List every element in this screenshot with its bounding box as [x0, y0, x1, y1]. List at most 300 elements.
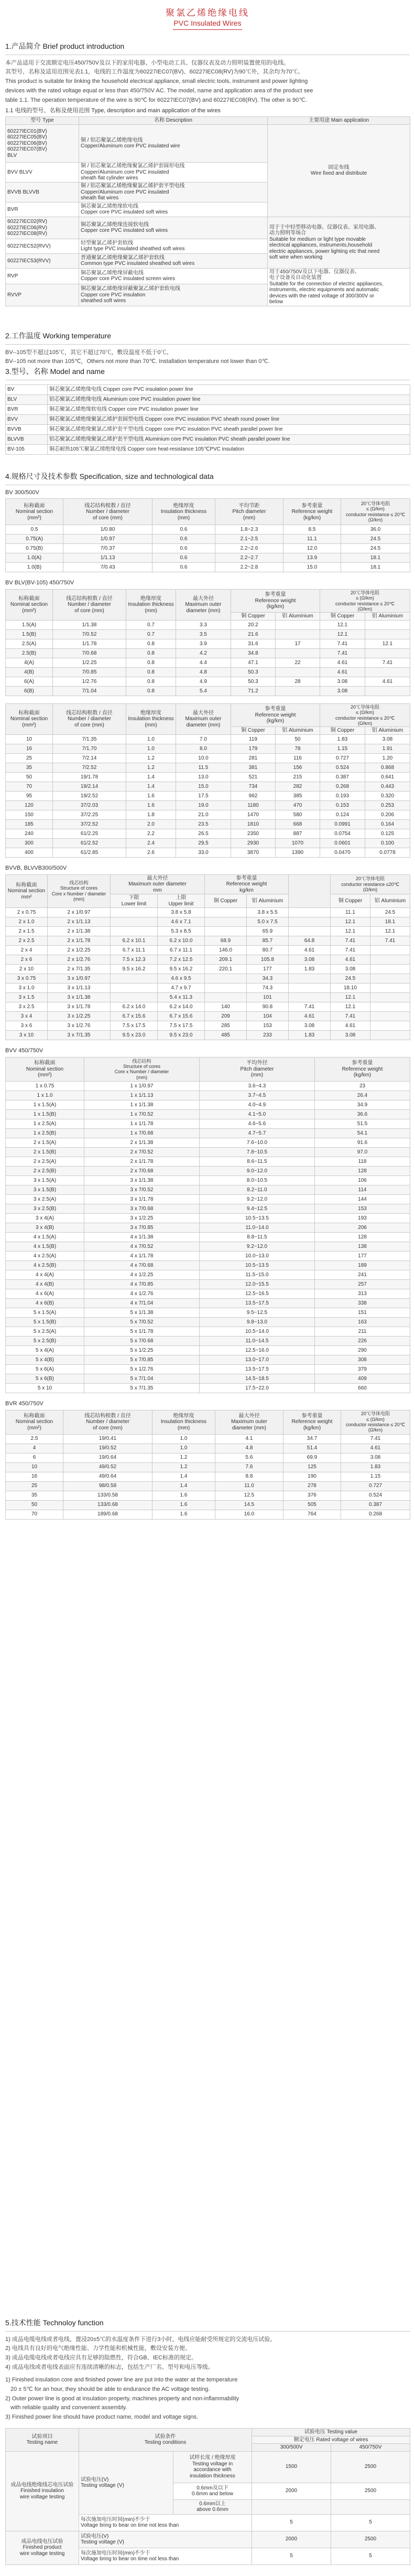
intro-paragraph: devices with the rated voltage equal or less than 450/750V AC. The model, name and application area of the product see [5, 88, 313, 94]
col-subheader: 铝 Aluminium [276, 727, 320, 735]
table-cell: 5 x 7/0.85 [84, 1355, 200, 1364]
table-cell: 308 [315, 1355, 410, 1364]
table-cell: 9.2~12.0 [200, 1194, 315, 1204]
table-cell: 35 [6, 763, 53, 772]
table-cell: 385 [276, 791, 320, 800]
table-cell: 13.0~17.0 [200, 1355, 315, 1364]
table-row [6, 927, 410, 936]
table-cell: 2 x 10 [6, 965, 48, 974]
spec-table-bv-300 [5, 498, 410, 572]
table-cell: 764 [283, 1510, 341, 1519]
col-subheader: 450/750V [331, 2444, 410, 2452]
table-cell: 2 x 1.5(B) [6, 1147, 84, 1157]
table-cell: 2.2~2.8 [215, 563, 283, 572]
table-cell: 1 x 2.5(A) [6, 1119, 84, 1128]
table-cell: 2 x 1/1.38 [48, 927, 111, 936]
table-cell: 14.5 [215, 1500, 283, 1510]
table-cell: 10.5~13.5 [200, 1213, 315, 1223]
table-cell: 4 x 1.5(A) [6, 1232, 84, 1242]
table-row [6, 648, 410, 658]
table-cell: 7.41 [289, 1002, 331, 1012]
table-cell: 47.1 [231, 658, 276, 667]
table-cell: 50.3 [231, 667, 276, 677]
col-subheader: 额定电压 Rated voltage of wires [252, 2436, 410, 2444]
table-cell: 1 x 0.75 [6, 1081, 84, 1091]
table-row [6, 1481, 410, 1491]
table-cell: 3 x 6 [6, 1021, 48, 1031]
table-cell: 0.727 [341, 1481, 410, 1491]
table-row [6, 686, 410, 696]
table-cell [365, 629, 410, 639]
table-cell: 14.5~18.5 [200, 1374, 315, 1383]
table-cell: 28 [276, 677, 320, 686]
test-value: 5 [252, 2548, 331, 2564]
table-cell: 5 x 6(B) [6, 1374, 84, 1383]
table-cell: 85.7 [247, 936, 289, 946]
table-cell: 7/2.52 [53, 763, 126, 772]
spec-table-bvr [5, 1410, 410, 1520]
table-cell [205, 927, 247, 936]
table-cell [370, 946, 410, 955]
table-cell: 91.6 [315, 1138, 410, 1147]
table-cell: 4.2 [176, 648, 231, 658]
table-cell: 0.6 [152, 563, 215, 572]
table-cell: 0.868 [365, 763, 410, 772]
table-cell: 1.4 [126, 772, 176, 782]
table-cell: 18.1 [341, 563, 410, 572]
table-row [6, 1109, 410, 1119]
table-cell: 1.2 [126, 753, 176, 763]
table-cell: 2 x 1/1.78 [84, 1157, 200, 1166]
table-cell: 80.7 [247, 946, 289, 955]
table-cell: 64.8 [289, 936, 331, 946]
table-cell: 4.8 [215, 1444, 283, 1453]
table-cell: 51.5 [315, 1119, 410, 1128]
table-cell: 4 x 2.5(B) [6, 1260, 84, 1270]
table-cell: 2 x 1/2.76 [48, 955, 111, 965]
table-cell: 379 [315, 1364, 410, 1374]
table-cell: 24.5 [331, 974, 370, 984]
table-cell: 5.4 x 11.3 [158, 993, 205, 1002]
table-cell: 409 [315, 1374, 410, 1383]
col-header: 线芯结构 Structure of cores Core x Number / diameter (mm) [48, 874, 111, 908]
table-cell: 0.5 [6, 525, 63, 535]
table-cell: 4.1 [215, 1434, 283, 1444]
table-cell [289, 984, 331, 993]
table-cell: 133/0.58 [63, 1491, 152, 1500]
table-cell: 140 [205, 1002, 247, 1012]
table-cell: 1.2 [152, 1453, 215, 1462]
table-cell: 6.7 x 15.6 [158, 1012, 205, 1021]
test-value: 1500 [252, 2451, 331, 2483]
table-row [6, 744, 410, 753]
test-condition: 试验电压(V) Testing voltage (V) [79, 2531, 252, 2548]
table-cell: 5 x 6(A) [6, 1364, 84, 1374]
table-cell: 376 [283, 1491, 341, 1500]
table-row [6, 946, 410, 955]
table-cell: 7/2.14 [53, 753, 126, 763]
table-cell: 189 [315, 1260, 410, 1270]
application-cell: 用于于中轻型移动电器、仪器仪表、家用电器、 动力照明等场合 Suitable for medium or light type movable electrical appliances, instruments,household electric appliances, power lighting etc that need soft wire when working [268, 217, 410, 268]
table-cell: 1 x 2.5(B) [6, 1128, 84, 1138]
desc-cell: 铜 / 铝芯聚氯乙烯绝缘聚氯乙烯护套圆形电线 Copper/Aluminum core PVC insulated sheath flat cylinder wires [79, 162, 268, 182]
col-header: 线芯结构根数 / 直径 Number / diameter of core (mm) [53, 590, 126, 621]
col-header: 参考重量 Reference weight (kg/km) [283, 1410, 341, 1434]
table-cell: 8.0 [176, 744, 231, 753]
table-cell: 521 [231, 772, 276, 782]
table-cell: 8.8~11.5 [200, 1232, 315, 1242]
table-cell: 4 [6, 1444, 63, 1453]
table-cell: 0.727 [320, 753, 365, 763]
model-code: BVV [6, 414, 48, 424]
table-cell: 151 [315, 1308, 410, 1317]
table-cell: 3 x 1/0.97 [48, 974, 111, 984]
col-header: 型号 Type [6, 117, 79, 125]
table-cell: 0.153 [320, 800, 365, 810]
table-cell: 0.524 [341, 1491, 410, 1500]
table-cell: 1 x 1/1.13 [84, 1091, 200, 1100]
table-row [6, 965, 410, 974]
temperature-line: BV--105 not more than 105℃，Others not more than 70℃. Installation temperature not lower than 0℃. [5, 358, 270, 365]
table-cell: 4.61 [341, 1444, 410, 1453]
table-cell: 5 x 4(B) [6, 1355, 84, 1364]
table-cell: 0.641 [365, 772, 410, 782]
table-cell: 1.83 [341, 1462, 410, 1472]
table-cell: 16.0 [215, 1510, 283, 1519]
table-cell: 7.41 [320, 648, 365, 658]
table-cell: 3870 [231, 848, 276, 857]
table-cell: 0.8 [126, 686, 176, 696]
table-cell: 11.1 [331, 908, 370, 917]
test-value: 5 [331, 2548, 410, 2564]
table-cell: 4.8 [176, 667, 231, 677]
type-cell: BVV BLVV [6, 162, 79, 182]
table-cell: 61/2.52 [53, 838, 126, 848]
table-cell: 4 x 6(A) [6, 1289, 84, 1298]
table-row [6, 772, 410, 782]
function-line-en: 3) Finished power line should have product name, model and voltage signs. [5, 2414, 199, 2421]
test-condition: 试样长度 / 绝缘厚度 Testing voltage in accordance with insulation thickness [173, 2451, 252, 2483]
col-subheader: 上限 Upper limit [158, 894, 205, 908]
table-cell: 2 x 7/0.52 [84, 1147, 200, 1157]
table-row [6, 1317, 410, 1327]
table-cell: 0.387 [320, 772, 365, 782]
table-row [6, 1194, 410, 1204]
table-cell: 133/0.68 [63, 1500, 152, 1510]
table-row [6, 936, 410, 946]
table-cell: 29.5 [176, 838, 231, 848]
table-cell: 4.6 x 9.5 [158, 974, 205, 984]
table-cell [276, 620, 320, 629]
desc-cell: 铜 / 铝芯聚氯乙烯绝缘电线 Copper/Aluminum core PVC insulated wire [79, 124, 268, 162]
table-cell: 233 [247, 1031, 289, 1040]
table-cell: 660 [315, 1383, 410, 1393]
table-cell [365, 620, 410, 629]
table-cell: 338 [315, 1298, 410, 1308]
table-cell: 23 [315, 1081, 410, 1091]
table-cell: 211 [315, 1327, 410, 1336]
table-row [6, 1260, 410, 1270]
table-cell: 1 x 1/1.78 [84, 1119, 200, 1128]
table-cell: 19.0 [176, 800, 231, 810]
table-cell: 54.1 [315, 1128, 410, 1138]
table-cell: 2 x 1.0 [6, 917, 48, 927]
col-subheader: 铝 Aluminium [370, 894, 410, 908]
table-cell: 153 [247, 1021, 289, 1031]
table-row [6, 620, 410, 629]
model-code: BLV [6, 394, 48, 404]
test-value [331, 2499, 410, 2514]
table-cell: 6.2 x 10.0 [158, 936, 205, 946]
table-cell: 2 x 0.75 [6, 908, 48, 917]
table-cell: 0.0778 [365, 848, 410, 857]
table-cell: 7/0.85 [53, 667, 126, 677]
table-cell: 12.1 [331, 917, 370, 927]
table-cell: 5.6 [215, 1453, 283, 1462]
table-cell: 0.320 [365, 791, 410, 800]
table-cell: 1 x 1.5(A) [6, 1100, 84, 1109]
table-cell: 0.6 [152, 535, 215, 544]
table-cell: 3 x 0.75 [6, 974, 48, 984]
table-cell: 12.1 [331, 993, 370, 1002]
table-cell: 5 x 1/1.78 [84, 1327, 200, 1336]
table-cell: 31.6 [231, 639, 276, 648]
model-code: BVVB [6, 424, 48, 434]
table-row [6, 1472, 410, 1481]
table-cell: 114 [315, 1185, 410, 1194]
model-description: 铜芯聚氯乙烯绝缘聚氯乙烯护套圆型电线 Copper core PVC insulation PVC sheath round power line [48, 414, 410, 424]
col-header: 最大外径 Maximum outer diameter (mm) [176, 703, 231, 734]
col-header: 20℃导体电阻 ≤ (Ω/km) conductor resistance ≤ 20℃ (Ω/km) [341, 499, 410, 525]
table-cell: 1.4 [152, 1472, 215, 1481]
table-row [6, 763, 410, 772]
section-title: 4.规格尺寸及技术参数 Specification, size and technological data [5, 472, 214, 480]
table-cell: 6.2 x 14.0 [111, 1002, 158, 1012]
table-cell: 1.20 [365, 753, 410, 763]
table-cell: 189/0.68 [63, 1510, 152, 1519]
col-header: 线芯结构 Structure of cores Core x Number / diameter (mm) [84, 1057, 200, 1081]
table-row [6, 563, 410, 572]
table-cell: 4 x 6(B) [6, 1298, 84, 1308]
table-cell: 381 [231, 763, 276, 772]
table-row [6, 1327, 410, 1336]
table-cell: 3.08 [289, 955, 331, 965]
table-cell: 78 [276, 744, 320, 753]
desc-cell: 轻型聚氯乙烯护套软线 Light type PVC insulated sheathed soft wires [79, 239, 268, 253]
table-cell: 19/0.52 [63, 1444, 152, 1453]
table-cell [205, 974, 247, 984]
table-cell: 190 [283, 1472, 341, 1481]
col-header: 标称截面 Nominal section (mm²) [6, 1057, 84, 1081]
table-cell: 2930 [231, 838, 276, 848]
col-header: 20℃导体电阻 ≤ (Ω/km) conductor resistance ≤ 20℃ (Ω/km) [320, 703, 410, 726]
table-cell: 9.2~12.0 [200, 1242, 315, 1251]
table-cell: 0.387 [341, 1500, 410, 1510]
table-cell: 4.6~5.6 [200, 1119, 315, 1128]
table-cell: 5 x 10 [6, 1383, 84, 1393]
table-cell: 1.2 [152, 1462, 215, 1472]
test-item: 成品电线电压试验 Finished product wire voltage testing [6, 2531, 79, 2564]
col-header [289, 874, 331, 908]
table-cell: 1.4 [126, 782, 176, 791]
model-description: 铝芯聚氯乙烯绝缘聚氯乙烯护套平型电线 Aluminium core PVC insulation PVC sheath parallel power line [48, 434, 410, 444]
table-cell: 3 x 2.5(A) [6, 1194, 84, 1204]
table-cell: 7/0.52 [53, 629, 126, 639]
table-cell [289, 917, 331, 927]
table-row [6, 1242, 410, 1251]
table-cell: 3.08 [331, 1031, 370, 1040]
table-cell: 0.0470 [320, 848, 365, 857]
table-cell: 10 [6, 1462, 63, 1472]
table-cell: 7.5 x 17.5 [158, 1021, 205, 1031]
table-cell: 116 [276, 753, 320, 763]
table-row [6, 1147, 410, 1157]
table-cell: 4 x 2.5(A) [6, 1251, 84, 1260]
table-cell: 1470 [231, 810, 276, 819]
table-cell: 4 x 1/2.25 [84, 1270, 200, 1279]
model-description: 铜芯耐热105℃聚氯乙烯绝缘电线 Copper core heat-resistance 105℃PVC insulation [48, 444, 410, 454]
table-cell: 15.0 [176, 782, 231, 791]
table-cell: 50.3 [231, 677, 276, 686]
table-cell: 4.9 [176, 677, 231, 686]
table-cell: 12.1 [320, 629, 365, 639]
table-cell: 7/0.68 [53, 648, 126, 658]
col-subheader: 铝 Aluminium [365, 613, 410, 621]
table-cell: 13.5~17.5 [200, 1364, 315, 1374]
table-cell: 50 [6, 1500, 63, 1510]
table-cell: 3 x 4(B) [6, 1223, 84, 1232]
table-cell: 105.8 [247, 955, 289, 965]
table-cell: 6.7 x 11.1 [111, 946, 158, 955]
table-row [6, 810, 410, 819]
table-row [6, 974, 410, 984]
table-cell: 12.5 [215, 1491, 283, 1500]
table-cell: 34.8 [231, 648, 276, 658]
table-cell: 2 x 7/0.68 [84, 1166, 200, 1175]
table-cell: 8.6~11.5 [200, 1157, 315, 1166]
table-row [6, 1279, 410, 1289]
table-row [6, 1175, 410, 1185]
table-cell: 2 x 1/1.13 [48, 917, 111, 927]
col-header: 标称截面 Nominal section (mm²) [6, 703, 53, 734]
table-cell: 3 x 1/1.78 [84, 1194, 200, 1204]
table-cell: 119 [231, 734, 276, 744]
col-header: 标称截面 Nominal section (mm²) [6, 1410, 63, 1434]
table-cell: 215 [276, 772, 320, 782]
table-cell: 37/2.52 [53, 819, 126, 829]
table-cell: 3 x 4(A) [6, 1213, 84, 1223]
col-header: 线芯结构根数 / 直径 Number / diameter of core (mm) [63, 499, 152, 525]
table-cell: 19/2.14 [53, 782, 126, 791]
table-caption: BVV 450/750V [5, 1047, 43, 1054]
table-cell: 9.5~12.5 [200, 1308, 315, 1317]
table-cell: 668 [276, 819, 320, 829]
table-cell: 97.0 [315, 1147, 410, 1157]
table-cell: 887 [276, 829, 320, 838]
table-cell: 1/0.97 [63, 535, 152, 544]
test-condition: 0.6mm以上 above 0.6mm [173, 2499, 252, 2514]
table-cell: 5 x 1.5(B) [6, 1317, 84, 1327]
table-cell: 3 x 1.5 [6, 993, 48, 1002]
table-cell: 3.7~4.5 [200, 1091, 315, 1100]
table-cell: 313 [315, 1289, 410, 1298]
table-row [6, 1374, 410, 1383]
table-cell: 24.5 [341, 535, 410, 544]
table-cell: 16 [6, 744, 53, 753]
table-cell: 3.5 [176, 629, 231, 639]
table-cell: 2.5(A) [6, 639, 53, 648]
table-cell: 1180 [231, 800, 276, 810]
table-cell [289, 908, 331, 917]
table-cell: 281 [231, 753, 276, 763]
table-cell: 2.2~2.6 [215, 544, 283, 553]
table-cell: 4.0~4.9 [200, 1100, 315, 1109]
col-header: 绝缘厚度 Insulation thickness (mm) [126, 703, 176, 734]
col-header: 标称截面 Nominal section (mm²) [6, 590, 53, 621]
function-line-en: 1) Finished insulation core and finished power line are put into the water at the temperature [5, 2376, 238, 2383]
table-cell: 7.8~10.5 [200, 1147, 315, 1157]
col-header: 参考重量 Reference weight (kg/km) [231, 590, 320, 613]
table-cell: 3 x 1.5(B) [6, 1185, 84, 1194]
function-line-en: with reliable quality and convenient assembly. [10, 2404, 127, 2411]
function-line-cn: 3) 成品电缆电线或者电线应具有足够的阻燃性，符合GB、IEC标准的规定。 [5, 2355, 198, 2361]
table-cell [111, 908, 158, 917]
table-cell: 7.5 x 17.5 [111, 1021, 158, 1031]
table-cell: 1.0 [126, 734, 176, 744]
table-cell: 3 x 1/1.78 [48, 1002, 111, 1012]
table-cell: 104 [247, 1012, 289, 1021]
table-caption: 1.1 电线的型号、名称及使用范围 Type, description and main application of the wires [5, 107, 221, 114]
divider [5, 344, 410, 345]
test-value: 2500 [331, 2451, 410, 2483]
table-cell: 1 x 1.5(B) [6, 1109, 84, 1119]
col-header: 平均外径 Pitch diameter (mm) [200, 1057, 315, 1081]
table-cell: 0.7 [126, 620, 176, 629]
table-cell: 61/2.85 [53, 848, 126, 857]
table-cell: 4.7~5.7 [200, 1128, 315, 1138]
table-cell: 13.0 [176, 772, 231, 782]
type-table [5, 116, 410, 306]
table-cell: 1.83 [320, 734, 365, 744]
table-cell: 11.5~15.0 [200, 1270, 315, 1279]
table-cell: 278 [283, 1481, 341, 1491]
application-cell: 固定布线 Wire fixed and distribute [268, 124, 410, 217]
test-condition: 每次施加电压时间(min)不少于 Voltage bring to bear on time not less than [79, 2514, 252, 2531]
table-cell: 17.5 [176, 791, 231, 800]
temperature-line: BV--105型不超过105℃，其它不超过70℃，敷设温度不低于0℃。 [5, 349, 172, 356]
table-cell: 156 [276, 763, 320, 772]
table-cell: 98/0.58 [63, 1481, 152, 1491]
table-cell: 7/0.43 [63, 563, 152, 572]
intro-paragraph: 其型号、名称及适用范围见表1.1，电线的工作温度为60227IEC07(BV)、60227IEC08(RV)为90℃外，其余均为70℃。 [5, 69, 304, 76]
table-cell: 18.10 [331, 984, 370, 993]
table-cell: 2 x 1/2.25 [48, 946, 111, 955]
table-cell: 0.100 [365, 838, 410, 848]
table-cell: 34.3 [247, 974, 289, 984]
table-cell: 2 x 2.5(B) [6, 1166, 84, 1175]
table-cell [205, 908, 247, 917]
table-cell: 5 x 7/0.52 [84, 1317, 200, 1327]
table-cell: 7.41 [331, 936, 370, 946]
table-cell: 128 [315, 1232, 410, 1242]
table-cell: 6 [6, 1453, 63, 1462]
table-cell: 11.5 [176, 763, 231, 772]
col-header: 参考重量 Reference weight (kg/km) [315, 1057, 410, 1081]
table-cell: 18.1 [341, 553, 410, 563]
table-row [6, 1232, 410, 1242]
table-row [6, 908, 410, 917]
col-subheader: 铜 Copper [231, 727, 276, 735]
